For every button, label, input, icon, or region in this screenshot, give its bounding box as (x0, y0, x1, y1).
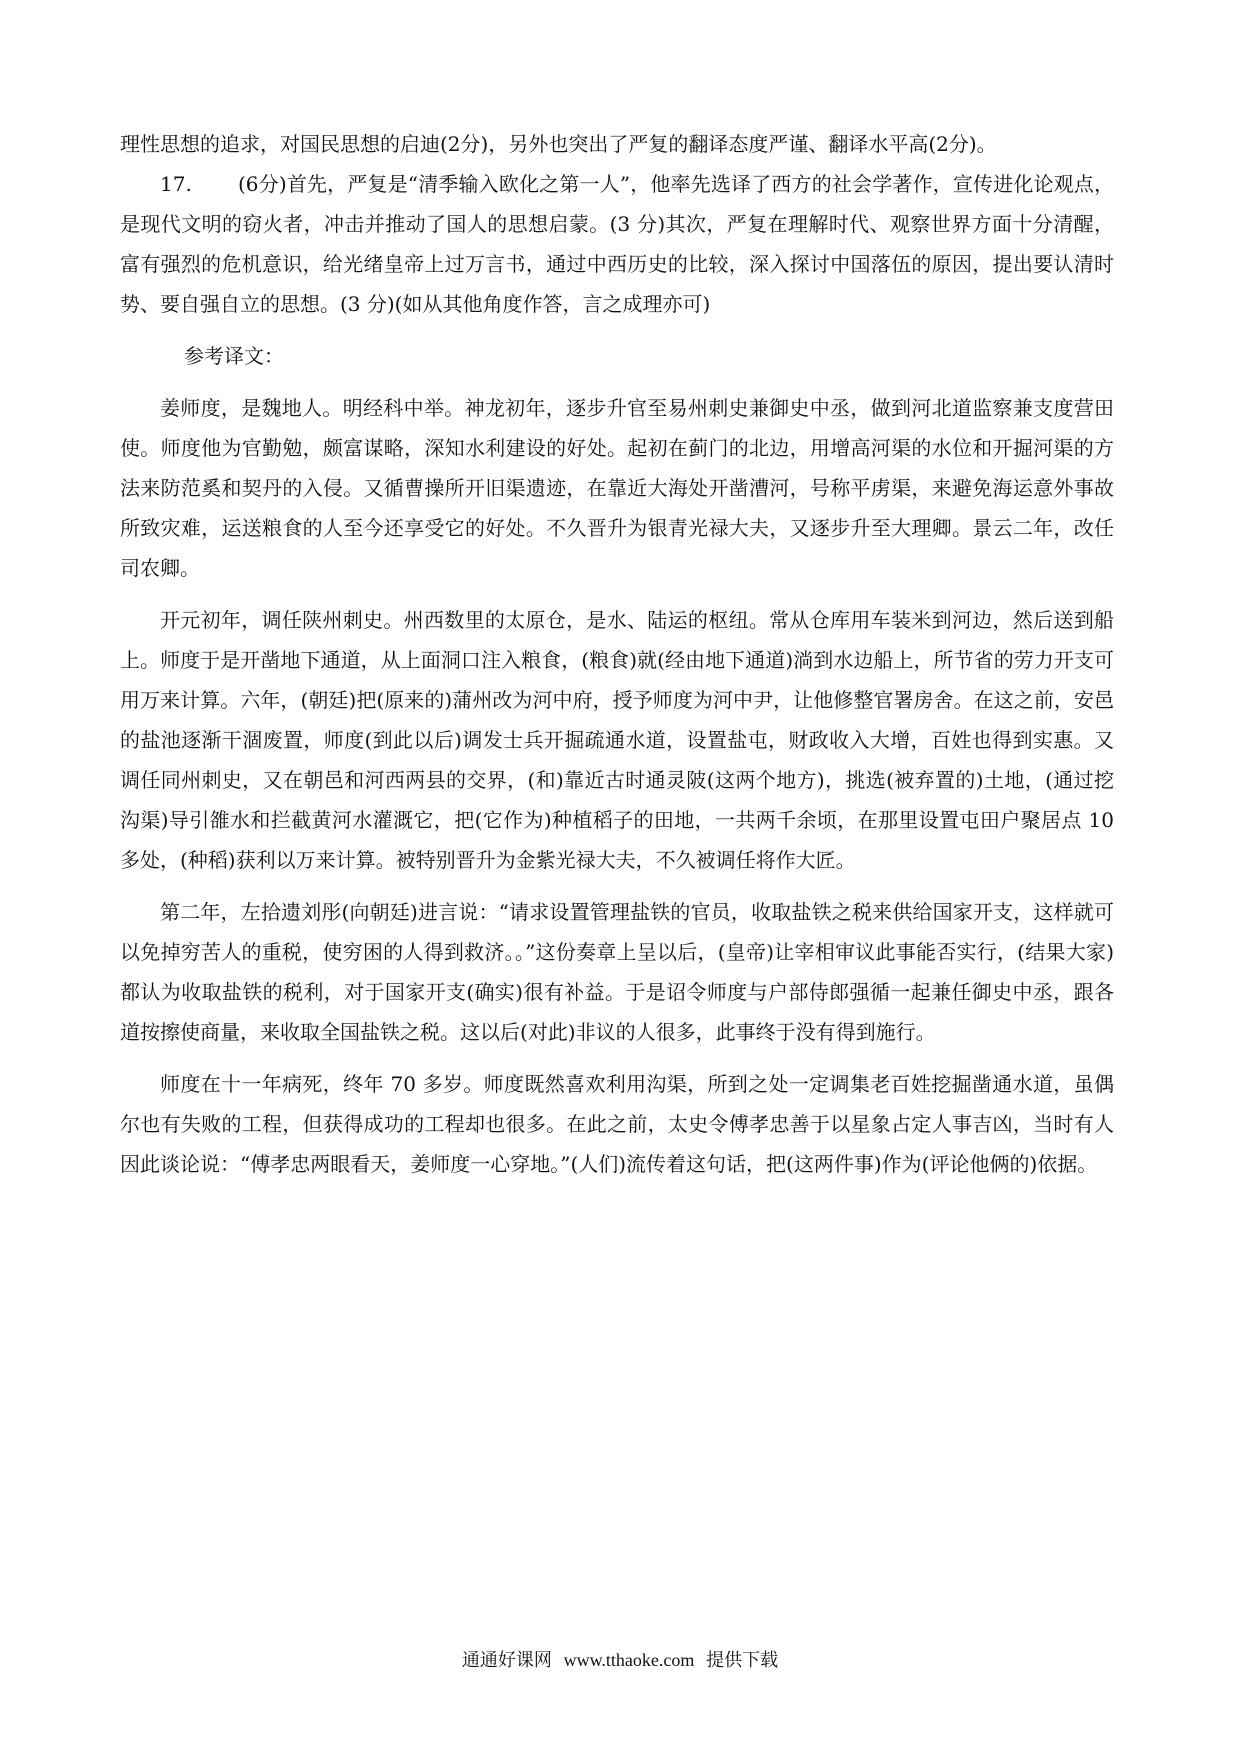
translation-paragraph: 姜师度，是魏地人。明经科中举。神龙初年，逐步升官至易州刺史兼御史中丞，做到河北道监察兼支度营田使。师度他为官勤勉，颇富谋略，深知水利建设的好处。起初在蓟门的北边，用增高河渠的水位和开掘河渠的方法来防范奚和契丹的入侵。又循曹操所开旧渠遗迹，在靠近大海处开凿漕河，号称平虏渠，来避免海运意外事故所致灾难，运送粮食的人至今还享受它的好处。不久晋升为银青光禄大夫，又逐步升至大理卿。景云二年，改任司农卿。 (120, 396, 1114, 580)
translation-paragraph: 师度在十一年病死，终年 70 多岁。师度既然喜欢利用沟渠，所到之处一定调集老百姓挖掘凿通水道，虽偶尔也有失败的工程，但获得成功的工程却也很多。在此之前，太史令傅孝忠善于以星象占定人事吉凶，当时有人因此谈论说：“傅孝忠两眼看天，姜师度一心穿地。”(人们)流传着这句话，把(这两件事)作为(评论他俩的)依据。 (120, 1072, 1114, 1176)
translation-paragraph: 第二年，左拾遗刘彤(向朝廷)进言说：“请求设置管理盐铁的官员，收取盐铁之税来供给国家开支，这样就可以免掉穷苦人的重税，使穷困的人得到救济。。”这份奏章上呈以后，(皇帝)让宰相审议此事能否实行，(结果大家)都认为收取盐铁的税利，对于国家开支(确实)很有补益。于是诏令师度与户部侍郎强循一起兼任御史中丞，跟各道按擦使商量，来收取全国盐铁之税。这以后(对此)非议的人很多，此事终于没有得到施行。 (120, 900, 1114, 1044)
question-17-answer (120, 164, 1114, 324)
page-footer (0, 1648, 1240, 1673)
footer-suffix: 提供下载 (706, 1650, 779, 1671)
translation-heading: 参考译文： (184, 344, 284, 368)
footer-site-link[interactable]: www.tthaoke.com (563, 1650, 695, 1670)
question-17-text: (6分)首先，严复是“清季输入欧化之第一人”，他率先选译了西方的社会学著作，宣传进化论观点，是现代文明的窃火者，冲击并推动了国人的思想启蒙。(3 分)其次，严复在理解时代、观察世界方面十分清醒，富有强烈的危机意识，给光绪皇帝上过万言书，通过中西历史的比较，深入探讨中国落伍的原因，提出要认清时势、要自强自立的思想。(3 分)(如从其他角度作答，言之成理亦可) (120, 172, 1114, 316)
translation-paragraph: 开元初年，调任陕州刺史。州西数里的太原仓，是水、陆运的枢纽。常从仓库用车装米到河边，然后送到船上。师度于是开凿地下通道，从上面洞口注入粮食，(粮食)就(经由地下通道)淌到水边船上，所节省的劳力开支可用万来计算。六年，(朝廷)把(原来的)蒲州改为河中府，授予师度为河中尹，让他修整官署房舍。在这之前，安邑的盐池逐渐干涸废置，师度(到此以后)调发士兵开掘疏通水道，设置盐屯，财政收入大增，百姓也得到实惠。又调任同州刺史，又在朝邑和河西两县的交界，(和)靠近古时通灵陂(这两个地方)，挑选(被弃置的)土地，(通过挖沟渠)导引雒水和拦截黄河水灌溉它，把(它作为)种植稻子的田地，一共两千余顷，在那里设置屯田户聚居点 10 多处，(种稻)获利以万来计算。被特别晋升为金紫光禄大夫，不久被调任将作大匠。 (120, 608, 1114, 872)
footer-prefix: 通通好课网 (461, 1650, 552, 1671)
question-number: 17. (160, 172, 192, 196)
answer-continuation-text: 理性思想的追求，对国民思想的启迪(2分)，另外也突出了严复的翻译态度严谨、翻译水平高(2分)。 (120, 132, 997, 156)
document-body (120, 124, 1114, 1184)
